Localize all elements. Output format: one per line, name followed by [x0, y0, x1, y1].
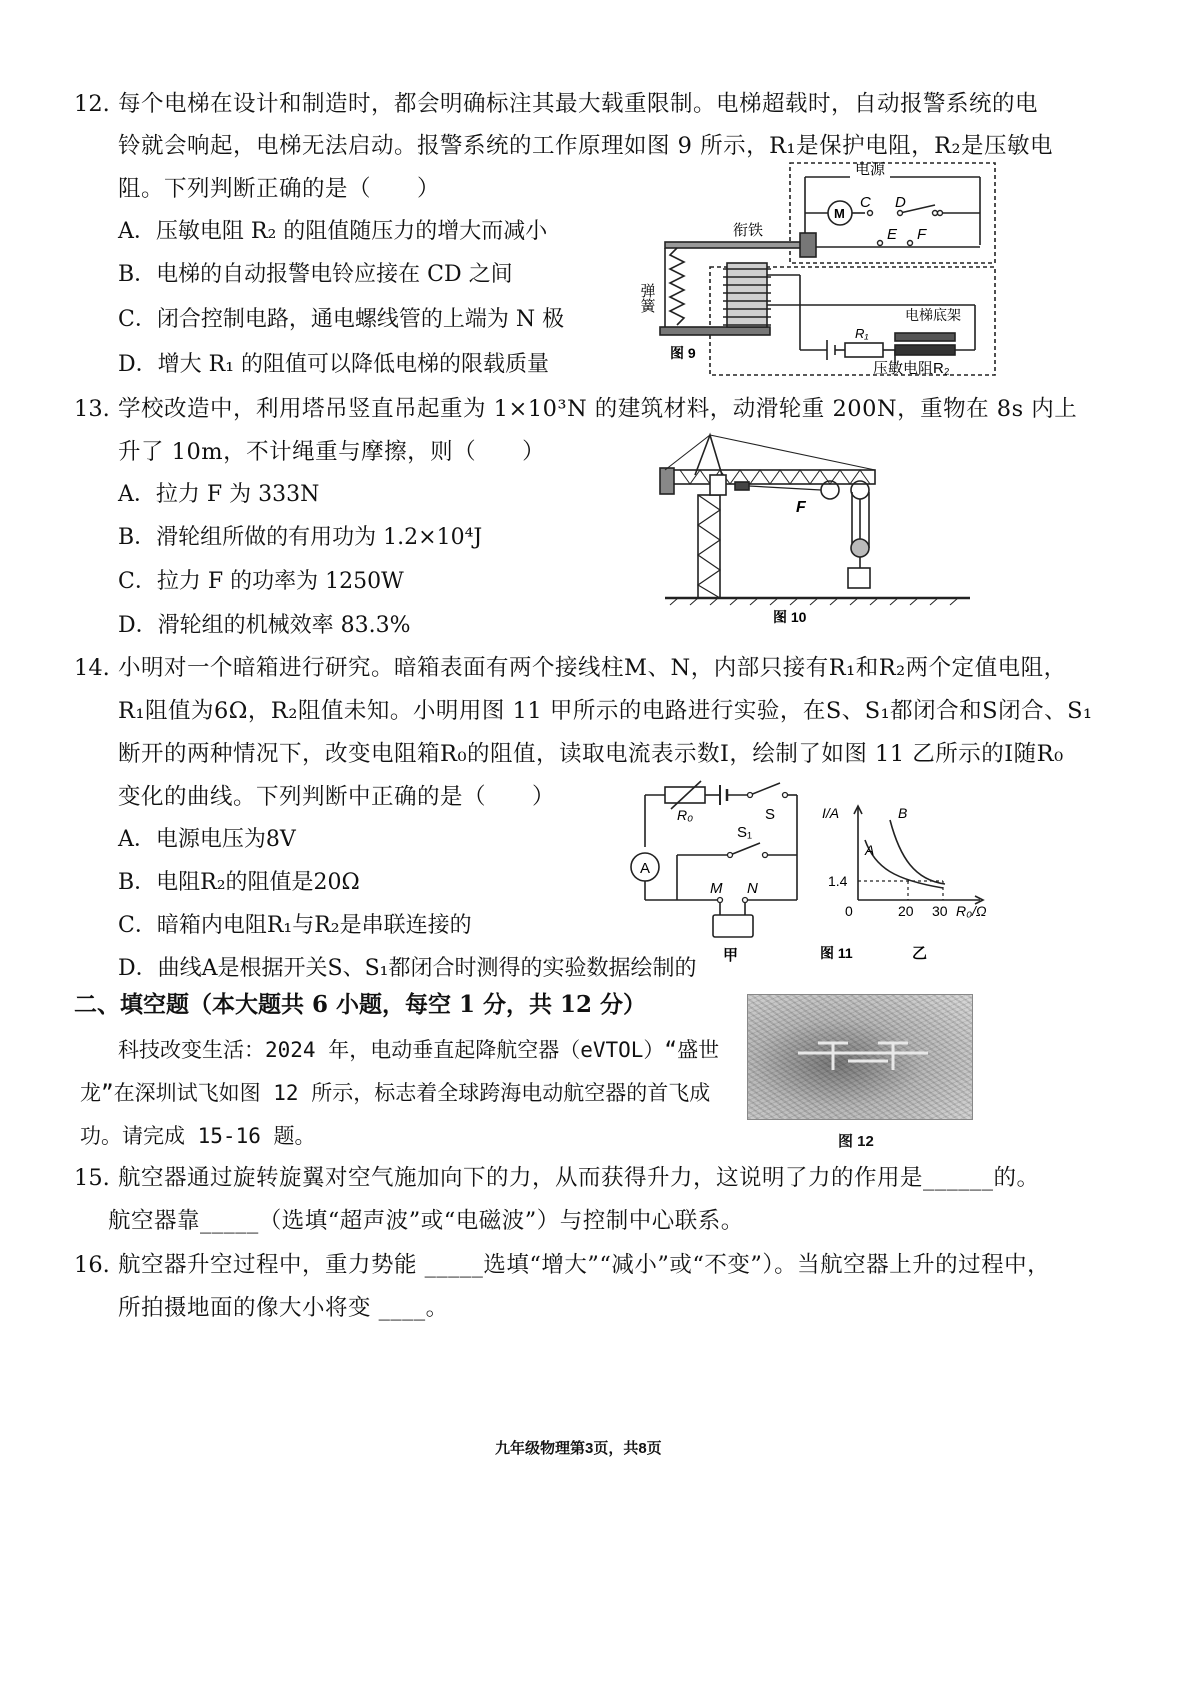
ammeter-label: A	[640, 860, 651, 877]
option-c: C．暗箱内电阻R₁与R₂是串联连接的	[118, 913, 472, 938]
curve-b-label: B	[898, 805, 908, 821]
intro-line: 科技改变生活：2024 年，电动垂直起降航空器（eVTOL）“盛世	[118, 1038, 720, 1062]
question-text-line: 学校改造中，利用塔吊竖直吊起重为 1×10³N 的建筑材料，动滑轮重 200N，重物在 8s 内上	[118, 396, 1078, 422]
option-a: A．电源电压为8V	[118, 827, 296, 852]
option-b: B．滑轮组所做的有用功为 1.2×10⁴J	[118, 525, 483, 550]
question-text-line: 航空器升空过程中，重力势能 _____选填“增大”“减小”或“不变”）。当航空器上升的过程中，	[118, 1252, 1051, 1278]
terminal-n-label: N	[747, 880, 758, 897]
contact-c-label: C	[860, 194, 871, 211]
option-b: B．电阻R₂的阻值是20Ω	[118, 870, 360, 895]
figure-12-caption: 图 12	[838, 1133, 874, 1150]
evtol-aircraft-icon	[748, 995, 972, 1119]
power-label: 电源	[855, 161, 886, 178]
question-text-line: 铃就会响起，电梯无法启动。报警系统的工作原理如图 9 所示，R₁是保护电阻，R₂是压敏电	[118, 133, 1054, 159]
figure-9-alarm-circuit	[638, 155, 1000, 380]
piezo-resistor-label: 压敏电阻R₂	[873, 360, 950, 377]
question-number: 15.	[74, 1165, 110, 1191]
figure-11-caption: 图 11	[820, 945, 853, 961]
y-tick-label: 1.4	[828, 873, 848, 889]
intro-line: 龙”在深圳试飞如图 12 所示，标志着全球跨海电动航空器的首飞成	[80, 1081, 711, 1105]
figure-9-caption: 图 9	[670, 345, 696, 361]
figure-10-caption: 图 10	[773, 609, 807, 625]
origin-label: 0	[845, 903, 853, 919]
question-number: 14.	[74, 655, 110, 681]
question-text-line: 断开的两种情况下，改变电阻箱R₀的阻值，读取电流表示数I，绘制了如图 11 乙所示的I随R₀	[118, 741, 1064, 767]
question-text-line: 每个电梯在设计和制造时，都会明确标注其最大载重限制。电梯超载时，自动报警系统的电	[118, 91, 1039, 117]
x-tick-label: 30	[932, 903, 948, 919]
option-a: A．压敏电阻 R₂ 的阻值随压力的增大而减小	[118, 219, 548, 244]
chassis-label: 电梯底架	[905, 307, 961, 323]
spring-label: 弹簧	[638, 283, 656, 313]
option-d: D．增大 R₁ 的阻值可以降低电梯的限载质量	[118, 352, 550, 377]
question-text-line: R₁阻值为6Ω，R₂阻值未知。小明用图 11 甲所示的电路进行实验，在S、S₁都闭合和S闭合、S₁	[118, 698, 1093, 724]
option-d: D．曲线A是根据开关S、S₁都闭合时测得的实验数据绘制的	[118, 956, 697, 981]
contact-d-label: D	[895, 194, 906, 211]
x-tick-label: 20	[898, 903, 914, 919]
option-d: D．滑轮组的机械效率 83.3%	[118, 613, 411, 638]
option-c: C．闭合控制电路，通电螺线管的上端为 N 极	[118, 307, 565, 332]
motor-label: M	[834, 206, 845, 221]
graph-x-label: R₀/Ω	[956, 903, 987, 919]
question-text-line: 所拍摄地面的像大小将变 ____。	[118, 1295, 449, 1321]
r1-label: R₁	[855, 326, 869, 341]
switch-s1-label: S₁	[737, 824, 753, 841]
contact-e-label: E	[887, 226, 898, 243]
page-footer: 九年级物理第3页，共8页	[495, 1440, 662, 1457]
figure-11-graph	[820, 798, 1010, 973]
armature-label: 衔铁	[733, 222, 764, 239]
question-text-line: 航空器通过旋转旋翼对空气施加向下的力，从而获得升力，这说明了力的作用是______的。	[118, 1165, 1040, 1191]
figure-11-circuit	[625, 775, 810, 965]
sub-figure-yi: 乙	[912, 945, 928, 962]
question-text-line: 阻。下列判断正确的是（ ）	[118, 176, 441, 202]
question-text-line: 变化的曲线。下列判断中正确的是（ ）	[118, 784, 556, 810]
question-text-line: 小明对一个暗箱进行研究。暗箱表面有两个接线柱M、N，内部只接有R₁和R₂两个定值电阻，	[118, 655, 1067, 681]
question-text-line: 升了 10m，不计绳重与摩擦，则（ ）	[118, 439, 546, 465]
contact-f-label: F	[917, 226, 927, 243]
r0-label: R₀	[677, 807, 694, 823]
section-title: 二、填空题（本大题共 6 小题，每空 1 分，共 12 分）	[74, 991, 647, 1018]
question-number: 16.	[74, 1252, 110, 1278]
intro-line: 功。请完成 15-16 题。	[80, 1124, 316, 1148]
switch-s-label: S	[765, 806, 776, 823]
question-number: 12.	[74, 91, 110, 117]
question-text-line: 航空器靠_____（选填“超声波”或“电磁波”）与控制中心联系。	[108, 1208, 744, 1234]
graph-y-label: I/A	[822, 805, 840, 821]
option-c: C．拉力 F 的功率为 1250W	[118, 569, 404, 594]
terminal-m-label: M	[710, 880, 723, 897]
evtol-aircraft-photo	[747, 994, 973, 1120]
question-number: 13.	[74, 396, 110, 422]
figure-10-tower-crane	[660, 430, 985, 625]
sub-figure-jia: 甲	[723, 947, 739, 964]
force-f-label: F	[796, 499, 806, 516]
curve-a-label: A	[865, 842, 875, 858]
option-b: B．电梯的自动报警电铃应接在 CD 之间	[118, 262, 513, 287]
option-a: A．拉力 F 为 333N	[118, 482, 320, 507]
